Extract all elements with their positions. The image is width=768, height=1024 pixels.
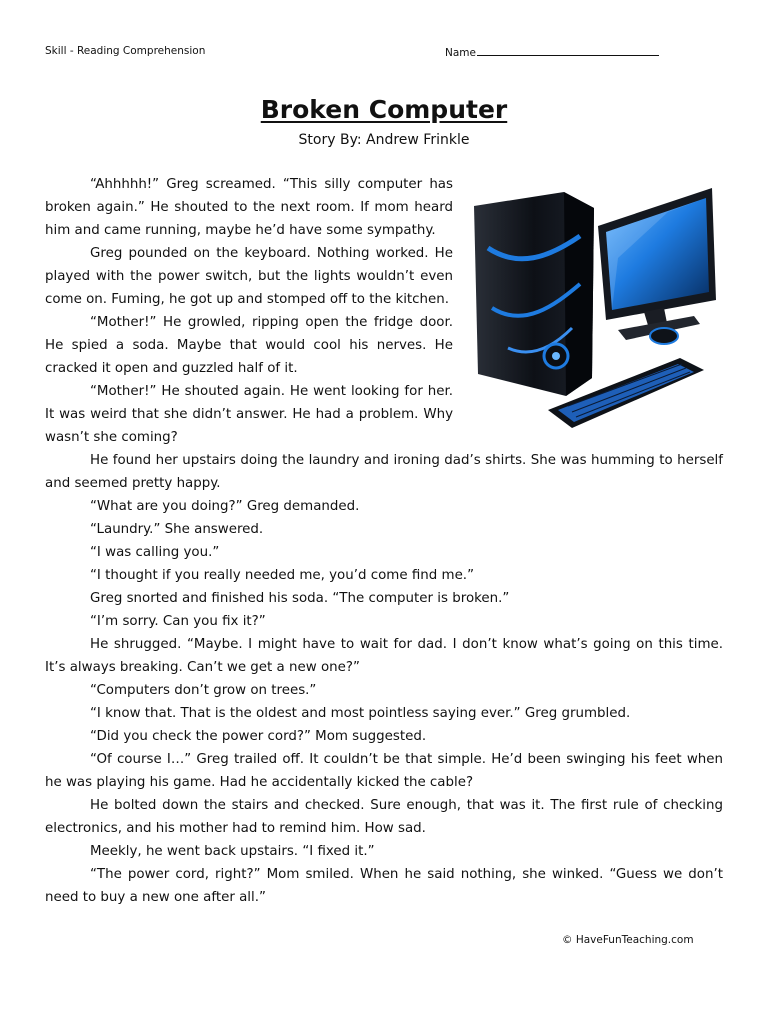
paragraph: Greg pounded on the keyboard. Nothing worked. He played with the power switch, but the lights wouldn’t even come on. Fuming, he got up and stomped off to the kitchen. — [45, 246, 453, 307]
paragraph: “I was calling you.” — [90, 545, 220, 560]
paragraph: “I thought if you really needed me, you’d come find me.” — [90, 568, 474, 583]
paragraph: “The power cord, right?” Mom smiled. When he said nothing, she winked. “Guess we don’t need to buy a new one after all.” — [45, 867, 723, 905]
paragraph: He shrugged. “Maybe. I might have to wait for dad. I don’t know what’s going on this time. It’s always breaking. Can’t we get a new one?” — [45, 637, 723, 675]
paragraph: “Laundry.” She answered. — [90, 522, 264, 537]
paragraph: “Of course I…” Greg trailed off. It couldn’t be that simple. He’d been swinging his feet when he was playing his game. Had he accidentally kicked the cable? — [45, 752, 723, 790]
paragraph: “What are you doing?” Greg demanded. — [90, 499, 360, 514]
paragraph: “Did you check the power cord?” Mom suggested. — [90, 729, 427, 744]
skill-label: Skill - Reading Comprehension — [45, 45, 206, 57]
paragraph: “Computers don’t grow on trees.” — [90, 683, 317, 698]
story-title: Broken Computer — [260, 95, 508, 124]
paragraph: “Ahhhhh!” Greg screamed. “This silly computer has broken again.” He shouted to the next room. If mom heard him and came running, maybe he’d have some sympathy. — [45, 177, 453, 238]
paragraph: He bolted down the stairs and checked. Sure enough, that was it. The first rule of checking electronics, and his mother had to remind him. How sad. — [45, 798, 723, 836]
name-label: Name — [445, 47, 476, 59]
story-body — [45, 173, 723, 909]
paragraph: Meekly, he went back upstairs. “I fixed it.” — [90, 844, 375, 859]
name-blank-line[interactable] — [477, 45, 659, 56]
copyright-footer: © HaveFunTeaching.com — [562, 934, 694, 946]
story-author: Story By: Andrew Frinkle — [298, 132, 470, 148]
paragraph: “I’m sorry. Can you fix it?” — [90, 614, 266, 629]
paragraph: “Mother!” He growled, ripping open the fridge door. He spied a soda. Maybe that would cool his nerves. He cracked it open and guzzled half of it. — [45, 315, 453, 376]
paragraph: “I know that. That is the oldest and most pointless saying ever.” Greg grumbled. — [90, 706, 631, 721]
paragraph: Greg snorted and finished his soda. “The computer is broken.” — [90, 591, 510, 606]
name-field[interactable] — [445, 45, 659, 59]
paragraph: He found her upstairs doing the laundry and ironing dad’s shirts. She was humming to herself and seemed pretty happy. — [45, 453, 723, 491]
paragraph: “Mother!” He shouted again. He went looking for her. It was weird that she didn’t answer. He had a problem. Why wasn’t she coming? — [45, 384, 453, 445]
